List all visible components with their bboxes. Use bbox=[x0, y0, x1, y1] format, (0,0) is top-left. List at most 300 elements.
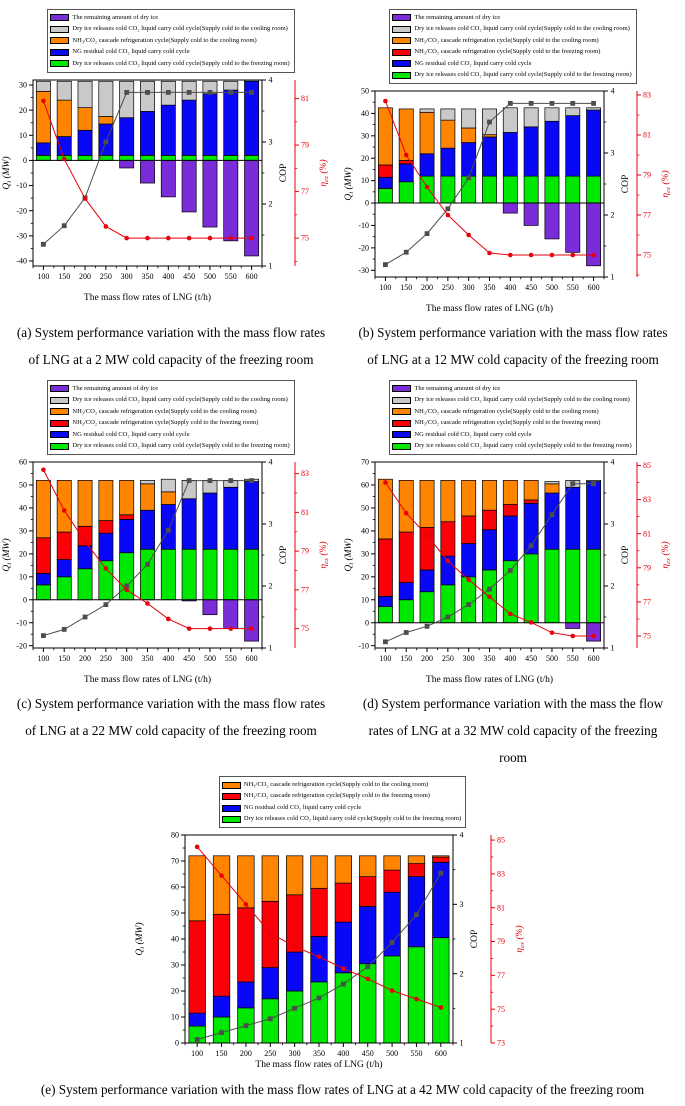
bar-segment-purple bbox=[566, 623, 580, 629]
charts-row-top bbox=[0, 4, 685, 315]
marker-circle bbox=[446, 559, 451, 564]
marker-circle bbox=[208, 626, 213, 631]
bar-segment-gray bbox=[420, 109, 434, 112]
bar-segment-blue bbox=[182, 499, 196, 550]
marker-square bbox=[383, 262, 388, 267]
bar-segment-orange bbox=[140, 484, 154, 510]
chart-d-svg bbox=[342, 456, 684, 686]
svg-text:600: 600 bbox=[245, 271, 258, 281]
svg-text:77: 77 bbox=[301, 186, 309, 196]
svg-text:400: 400 bbox=[504, 283, 517, 292]
svg-text:600: 600 bbox=[245, 654, 258, 664]
svg-text:79: 79 bbox=[301, 140, 309, 150]
svg-text:500: 500 bbox=[545, 283, 558, 292]
svg-text:150: 150 bbox=[400, 654, 413, 664]
svg-text:79: 79 bbox=[301, 546, 309, 556]
marker-circle bbox=[425, 533, 430, 538]
legend-label: Dry ice releases cold CO₂ liquid carry cold cycle(Supply cold to the cooling room) bbox=[72, 25, 288, 32]
svg-text:1: 1 bbox=[610, 272, 615, 282]
marker-square bbox=[316, 996, 321, 1001]
marker-circle bbox=[187, 235, 192, 240]
bar-segment-orange bbox=[359, 856, 376, 877]
legend-label: Dry ice releases cold CO₂ liquid carry cold cycle(Supply cold to the cooling room) bbox=[414, 396, 630, 404]
bar-segment-gray bbox=[99, 81, 113, 116]
bar-segment-green bbox=[524, 176, 538, 203]
bar-segment-blue bbox=[462, 544, 476, 577]
marker-circle bbox=[438, 1006, 443, 1011]
captions-row-middle bbox=[0, 690, 685, 771]
svg-text:600: 600 bbox=[434, 1049, 447, 1059]
marker-circle bbox=[187, 626, 192, 631]
marker-square bbox=[267, 1017, 272, 1022]
svg-text:75: 75 bbox=[301, 233, 309, 243]
marker-circle bbox=[249, 235, 254, 240]
legend-item bbox=[392, 441, 631, 453]
marker-square bbox=[591, 481, 596, 486]
eta-axis-title: $\eta_{ex}$ (%) bbox=[514, 925, 526, 953]
bar-segment-blue bbox=[408, 877, 425, 947]
marker-circle bbox=[508, 612, 513, 617]
svg-text:2: 2 bbox=[268, 581, 273, 591]
marker-square bbox=[249, 478, 254, 483]
bar-segment-orange bbox=[432, 856, 449, 857]
bar-segment-gray bbox=[140, 81, 154, 111]
svg-text:81: 81 bbox=[496, 903, 505, 913]
bar-segment-gray bbox=[566, 108, 580, 116]
marker-circle bbox=[591, 634, 596, 639]
marker-circle bbox=[529, 253, 534, 258]
marker-square bbox=[41, 633, 46, 638]
marker-circle bbox=[228, 626, 233, 631]
y-axis-title: $Q_i$ (MW) bbox=[2, 538, 14, 572]
svg-text:83: 83 bbox=[643, 495, 651, 505]
legend-label: NG residual cold CO₂ liquid carry cold cycle bbox=[243, 803, 362, 811]
marker-square bbox=[487, 120, 492, 125]
marker-circle bbox=[466, 233, 471, 238]
bar-segment-green bbox=[120, 155, 134, 160]
marker-square bbox=[228, 90, 233, 95]
marker-circle bbox=[145, 235, 150, 240]
bar-segment-orange bbox=[78, 480, 92, 526]
bar-segment-green bbox=[441, 176, 455, 203]
svg-text:20: 20 bbox=[170, 986, 179, 996]
marker-square bbox=[425, 231, 430, 236]
legend-label: Dry ice releases cold CO₂ liquid carry cold cycle(Supply cold to the freezing room) bbox=[72, 442, 290, 450]
svg-text:350: 350 bbox=[483, 283, 496, 292]
bar-segment-gray bbox=[462, 109, 476, 128]
legend-swatch-orange bbox=[222, 782, 241, 789]
bar-segment-orange bbox=[237, 856, 254, 908]
bar-segment-red bbox=[503, 505, 517, 516]
marker-circle bbox=[104, 224, 109, 229]
bar-segment-red bbox=[432, 857, 449, 862]
cop-axis-title: COP bbox=[279, 545, 289, 565]
bar-segment-blue bbox=[237, 982, 254, 1008]
bar-segment-gray bbox=[120, 81, 134, 117]
marker-circle bbox=[389, 989, 394, 994]
svg-text:500: 500 bbox=[203, 654, 216, 664]
svg-text:250: 250 bbox=[263, 1049, 276, 1059]
svg-text:100: 100 bbox=[37, 654, 50, 664]
legend-item bbox=[50, 395, 289, 407]
legend-label: NG residual cold CO₂ liquid carry cold cycle bbox=[414, 430, 532, 438]
chart-c-plot bbox=[0, 456, 342, 686]
eta-axis-title: $\eta_{ex}$ (%) bbox=[319, 541, 331, 569]
svg-text:40: 40 bbox=[170, 934, 179, 944]
bar-segment-blue bbox=[359, 907, 376, 964]
svg-text:100: 100 bbox=[37, 271, 50, 281]
marker-square bbox=[219, 1031, 224, 1036]
bar-segment-blue bbox=[503, 132, 517, 176]
legend-item bbox=[392, 70, 631, 82]
bar-segment-blue bbox=[524, 127, 538, 176]
svg-text:200: 200 bbox=[421, 654, 434, 664]
svg-text:10: 10 bbox=[19, 130, 27, 140]
bar-segment-orange bbox=[261, 856, 278, 902]
legend-label: Dry ice releases cold CO₂ liquid carry cold cycle(Supply cold to the cooling room) bbox=[72, 396, 288, 404]
bar-segment-orange bbox=[462, 480, 476, 516]
svg-text:600: 600 bbox=[587, 283, 600, 292]
svg-text:70: 70 bbox=[170, 856, 179, 866]
svg-text:3: 3 bbox=[610, 519, 615, 529]
svg-text:2: 2 bbox=[268, 199, 273, 209]
legend-swatch-blue bbox=[50, 431, 69, 438]
legend-label: The remaining amount of dry ice bbox=[414, 13, 501, 21]
marker-square bbox=[194, 1037, 199, 1042]
chart-e-legend bbox=[219, 776, 466, 828]
bar-segment-blue bbox=[503, 516, 517, 561]
marker-circle bbox=[194, 845, 199, 850]
chart-c-legend bbox=[47, 380, 294, 455]
bar-segment-blue bbox=[140, 111, 154, 155]
cop-axis-title: COP bbox=[621, 545, 631, 565]
svg-text:10: 10 bbox=[170, 1012, 179, 1022]
svg-text:3: 3 bbox=[268, 137, 273, 147]
bar-segment-blue bbox=[286, 952, 303, 991]
marker-circle bbox=[219, 874, 224, 879]
svg-text:550: 550 bbox=[224, 654, 237, 664]
cop-axis-title: COP bbox=[469, 930, 480, 949]
legend-item bbox=[50, 429, 289, 441]
svg-text:40: 40 bbox=[361, 526, 369, 536]
svg-text:75: 75 bbox=[496, 1005, 505, 1015]
bar-segment-blue bbox=[57, 560, 71, 577]
bar-segment-blue bbox=[120, 520, 134, 553]
svg-text:3: 3 bbox=[610, 148, 615, 158]
legend-label: NG residual cold CO₂ liquid carry cold cycle bbox=[72, 48, 190, 55]
legend-item bbox=[392, 58, 631, 70]
legend-label: Dry ice releases cold CO₂ liquid carry cold cycle(Supply cold to the freezing room) bbox=[72, 59, 290, 67]
bar-segment-red bbox=[188, 921, 205, 1013]
svg-text:450: 450 bbox=[361, 1049, 374, 1059]
bar-segment-green bbox=[161, 549, 175, 600]
svg-text:150: 150 bbox=[400, 283, 413, 292]
bar-segment-purple bbox=[203, 600, 217, 615]
bar-segment-green bbox=[587, 549, 601, 622]
bar-segment-green bbox=[140, 155, 154, 160]
legend-item bbox=[50, 406, 289, 418]
svg-text:20: 20 bbox=[19, 549, 27, 559]
bar-segment-orange bbox=[545, 484, 559, 493]
chart-a-plot bbox=[0, 74, 342, 304]
legend-item bbox=[392, 12, 631, 24]
svg-text:200: 200 bbox=[239, 1049, 252, 1059]
svg-text:300: 300 bbox=[120, 271, 133, 281]
bar-segment-orange bbox=[213, 856, 230, 915]
x-axis-title: The mass flow rates of LNG (t/h) bbox=[83, 675, 212, 686]
marker-square bbox=[166, 90, 171, 95]
bar-segment-green bbox=[78, 155, 92, 160]
legend-swatch-blue bbox=[392, 431, 411, 438]
marker-circle bbox=[508, 253, 513, 258]
svg-text:300: 300 bbox=[462, 654, 475, 664]
bar-segment-blue bbox=[161, 105, 175, 155]
legend-label: NH₃/CO₂ cascade refrigeration cycle(Supply cold to the freezing room) bbox=[414, 419, 601, 427]
x-axis-title: The mass flow rates of LNG (t/h) bbox=[425, 304, 554, 314]
svg-text:500: 500 bbox=[545, 654, 558, 664]
marker-square bbox=[62, 223, 67, 228]
bar-segment-red bbox=[57, 532, 71, 560]
chart-c bbox=[0, 375, 342, 686]
bar-segment-orange bbox=[78, 107, 92, 130]
marker-square bbox=[145, 562, 150, 567]
marker-circle bbox=[104, 566, 109, 571]
bar-segment-blue bbox=[378, 177, 392, 188]
marker-square bbox=[292, 1006, 297, 1011]
svg-text:500: 500 bbox=[203, 271, 216, 281]
marker-circle bbox=[365, 977, 370, 982]
bar-segment-red bbox=[378, 165, 392, 177]
legend-swatch-green bbox=[392, 443, 411, 450]
marker-square bbox=[404, 630, 409, 635]
legend-swatch-red bbox=[222, 793, 241, 800]
chart-b-svg bbox=[342, 85, 684, 315]
y-axis-title: $Q_i$ (MW) bbox=[2, 155, 14, 190]
svg-text:75: 75 bbox=[301, 624, 309, 634]
legend-swatch-green bbox=[392, 72, 411, 79]
captions-row-top bbox=[0, 319, 685, 373]
svg-text:40: 40 bbox=[361, 109, 369, 119]
svg-text:-10: -10 bbox=[16, 618, 27, 628]
legend-swatch-red bbox=[392, 49, 411, 56]
bar-segment-purple bbox=[182, 160, 196, 212]
svg-text:1: 1 bbox=[268, 643, 273, 653]
bar-segment-orange bbox=[420, 112, 434, 153]
marker-square bbox=[243, 1024, 248, 1029]
bar-segment-blue bbox=[182, 100, 196, 155]
marker-square bbox=[445, 206, 450, 211]
bar-segment-green bbox=[245, 549, 259, 600]
legend-label: NH₃/CO₂ cascade refrigeration cycle(Supply cold to the cooling room) bbox=[243, 780, 429, 788]
bar-segment-green bbox=[420, 592, 434, 623]
bar-segment-red bbox=[359, 877, 376, 907]
svg-text:79: 79 bbox=[643, 563, 651, 573]
svg-text:10: 10 bbox=[361, 595, 369, 605]
marker-circle bbox=[228, 235, 233, 240]
svg-text:-20: -20 bbox=[16, 641, 27, 651]
svg-text:85: 85 bbox=[643, 461, 651, 471]
marker-square bbox=[145, 90, 150, 95]
bar-segment-green bbox=[566, 176, 580, 203]
bar-segment-purple bbox=[545, 203, 559, 239]
svg-text:2: 2 bbox=[610, 210, 615, 220]
bar-segment-purple bbox=[224, 160, 238, 240]
marker-square bbox=[508, 101, 513, 106]
marker-circle bbox=[529, 620, 534, 625]
legend-swatch-orange bbox=[50, 408, 69, 415]
bar-segment-green bbox=[383, 956, 400, 1043]
legend-swatch-blue bbox=[392, 60, 411, 67]
svg-text:81: 81 bbox=[301, 508, 309, 518]
marker-square bbox=[187, 478, 192, 483]
svg-text:200: 200 bbox=[79, 271, 92, 281]
marker-circle bbox=[267, 931, 272, 936]
svg-text:0: 0 bbox=[365, 198, 369, 208]
caption-e: (e) System performance variation with the mass flow rates of LNG at a 42 MW cold capacity of the freezing room bbox=[40, 1082, 645, 1098]
bar-segment-red bbox=[482, 510, 496, 530]
legend-label: The remaining amount of dry ice bbox=[414, 384, 501, 392]
marker-circle bbox=[83, 196, 88, 201]
marker-circle bbox=[83, 539, 88, 544]
bar-segment-blue bbox=[482, 530, 496, 570]
svg-text:150: 150 bbox=[58, 654, 71, 664]
marker-square bbox=[340, 982, 345, 987]
svg-text:3: 3 bbox=[459, 900, 463, 910]
bar-segment-blue bbox=[420, 154, 434, 176]
chart-a bbox=[0, 4, 342, 304]
svg-text:-30: -30 bbox=[358, 265, 369, 275]
legend-label: NG residual cold CO₂ liquid carry cold cycle bbox=[414, 59, 532, 67]
svg-text:1: 1 bbox=[268, 261, 273, 271]
marker-square bbox=[445, 615, 450, 620]
marker-circle bbox=[243, 902, 248, 907]
marker-square bbox=[249, 90, 254, 95]
bar-segment-orange bbox=[335, 856, 352, 883]
legend-swatch-blue bbox=[50, 49, 69, 56]
bar-segment-orange bbox=[57, 100, 71, 136]
legend-swatch-purple bbox=[392, 385, 411, 392]
legend-item bbox=[392, 418, 631, 430]
bar-segment-blue bbox=[261, 968, 278, 999]
marker-circle bbox=[487, 595, 492, 600]
chart-c-svg bbox=[0, 456, 342, 686]
svg-text:77: 77 bbox=[643, 597, 651, 607]
caption-d: (d) System performance variation with the mass the flow rates of LNG at a 32 MW cold capacity of the freezing room bbox=[362, 696, 664, 766]
bar-segment-purple bbox=[203, 160, 217, 227]
bar-segment-green bbox=[482, 176, 496, 203]
legend-swatch-green bbox=[222, 816, 241, 823]
legend-label: NH₃/CO₂ cascade refrigeration cycle(Supply cold to the cooling room) bbox=[72, 36, 257, 44]
bar-segment-blue bbox=[120, 117, 134, 155]
bar-segment-red bbox=[408, 864, 425, 877]
svg-text:4: 4 bbox=[610, 457, 615, 467]
legend-item bbox=[392, 35, 631, 47]
bar-segment-green bbox=[213, 1017, 230, 1043]
marker-circle bbox=[124, 235, 129, 240]
svg-text:1: 1 bbox=[610, 643, 615, 653]
svg-text:2: 2 bbox=[459, 969, 463, 979]
legend-swatch-purple bbox=[392, 14, 411, 21]
legend-swatch-purple bbox=[50, 385, 69, 392]
marker-square bbox=[389, 940, 394, 945]
eta-axis-title: $\eta_{ex}$ (%) bbox=[661, 170, 673, 198]
svg-text:0: 0 bbox=[174, 1038, 179, 1048]
bar-segment-gray bbox=[524, 108, 538, 127]
svg-text:1: 1 bbox=[459, 1038, 463, 1048]
svg-text:150: 150 bbox=[215, 1049, 228, 1059]
bar-segment-green bbox=[78, 569, 92, 600]
bar-segment-blue bbox=[566, 487, 580, 549]
legend-swatch-green bbox=[50, 60, 69, 67]
svg-text:70: 70 bbox=[361, 457, 369, 467]
legend-item bbox=[222, 814, 461, 826]
bar-segment-orange bbox=[383, 856, 400, 870]
marker-circle bbox=[292, 945, 297, 950]
marker-circle bbox=[166, 235, 171, 240]
svg-text:85: 85 bbox=[496, 835, 505, 845]
bar-segment-blue bbox=[213, 997, 230, 1018]
bar-segment-green bbox=[286, 991, 303, 1043]
svg-text:-20: -20 bbox=[358, 243, 369, 253]
bar-segment-blue bbox=[188, 1013, 205, 1026]
bar-segment-green bbox=[545, 549, 559, 622]
bar-segment-orange bbox=[462, 128, 476, 143]
bar-segment-gray bbox=[503, 108, 517, 133]
svg-text:4: 4 bbox=[459, 830, 463, 840]
marker-circle bbox=[570, 634, 575, 639]
legend-label: The remaining amount of dry ice bbox=[72, 384, 159, 392]
marker-circle bbox=[316, 955, 321, 960]
svg-text:0: 0 bbox=[23, 595, 27, 605]
bar-segment-gray bbox=[545, 108, 559, 121]
marker-circle bbox=[124, 588, 129, 593]
caption-a: (a) System performance variation with the mass flow rates of LNG at a 2 MW cold capacity of the freezing room bbox=[16, 325, 326, 368]
svg-text:200: 200 bbox=[79, 654, 92, 664]
marker-circle bbox=[41, 468, 46, 473]
svg-text:3: 3 bbox=[268, 519, 273, 529]
marker-square bbox=[529, 543, 534, 548]
bar-segment-orange bbox=[120, 480, 134, 514]
bar-segment-green bbox=[399, 600, 413, 623]
chart-a-legend bbox=[47, 9, 294, 73]
bar-segment-red bbox=[213, 915, 230, 997]
bar-segment-orange bbox=[99, 480, 113, 520]
bar-segment-green bbox=[203, 549, 217, 600]
chart-b-legend bbox=[389, 9, 636, 84]
svg-text:200: 200 bbox=[421, 283, 434, 292]
marker-square bbox=[487, 587, 492, 592]
bar-segment-orange bbox=[482, 480, 496, 510]
bar-segment-blue bbox=[587, 482, 601, 550]
bar-segment-blue bbox=[587, 110, 601, 176]
marker-square bbox=[166, 528, 171, 533]
bar-segment-orange bbox=[503, 480, 517, 504]
svg-text:-10: -10 bbox=[358, 221, 369, 231]
bar-segment-green bbox=[182, 155, 196, 160]
bar-segment-orange bbox=[408, 856, 425, 864]
svg-text:400: 400 bbox=[162, 654, 175, 664]
x-axis-title: The mass flow rates of LNG (t/h) bbox=[425, 675, 554, 686]
legend-item bbox=[222, 802, 461, 814]
bar-segment-green bbox=[224, 549, 238, 600]
svg-text:4: 4 bbox=[610, 86, 615, 96]
bar-segment-blue bbox=[224, 90, 238, 155]
cop-axis-title: COP bbox=[621, 174, 631, 194]
bar-segment-green bbox=[587, 176, 601, 203]
svg-text:-20: -20 bbox=[16, 205, 27, 215]
svg-text:4: 4 bbox=[268, 75, 273, 85]
bar-segment-blue bbox=[383, 893, 400, 957]
